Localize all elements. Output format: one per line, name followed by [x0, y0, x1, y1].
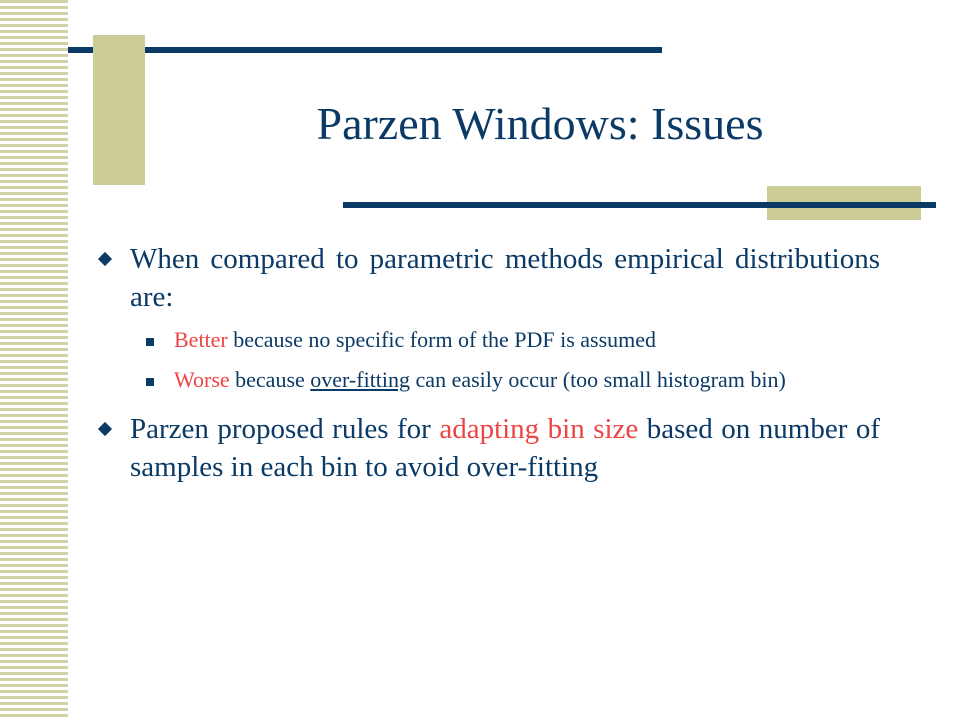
- top-navy-bar: [68, 47, 662, 53]
- sub-bullet-better: [100, 324, 880, 356]
- bullet-text-pre: Parzen proposed rules for: [130, 413, 440, 445]
- square-bullet-icon: [146, 338, 154, 346]
- bullet-comparison: [100, 240, 880, 316]
- underlined-term: over-fitting: [310, 367, 411, 392]
- left-khaki-block: [93, 35, 145, 185]
- bullet-text-post: based on number of samples in each bin to avoid over-fitting: [130, 413, 880, 483]
- slide-content: [100, 240, 880, 486]
- bottom-navy-bar: [343, 202, 936, 208]
- bullet-text: When compared to parametric methods empirical distributions are:: [130, 243, 880, 313]
- sub-bullet-text: because no specific form of the PDF is assumed: [227, 327, 657, 352]
- sub-bullet-text-post: can easily occur (too small histogram bin): [410, 367, 786, 392]
- diamond-bullet-icon: [98, 252, 112, 266]
- highlight-worse: Worse: [174, 367, 230, 392]
- highlight-adapting: adapting bin size: [439, 413, 639, 445]
- striped-margin: [0, 0, 68, 720]
- slide-title: Parzen Windows: Issues: [316, 98, 764, 149]
- bullet-parzen-rules: [100, 410, 880, 486]
- sub-bullet-worse: [100, 364, 880, 396]
- square-bullet-icon: [146, 378, 154, 386]
- sub-bullet-text-pre: because: [229, 367, 311, 392]
- highlight-better: Better: [174, 327, 228, 352]
- diamond-bullet-icon: [98, 422, 112, 436]
